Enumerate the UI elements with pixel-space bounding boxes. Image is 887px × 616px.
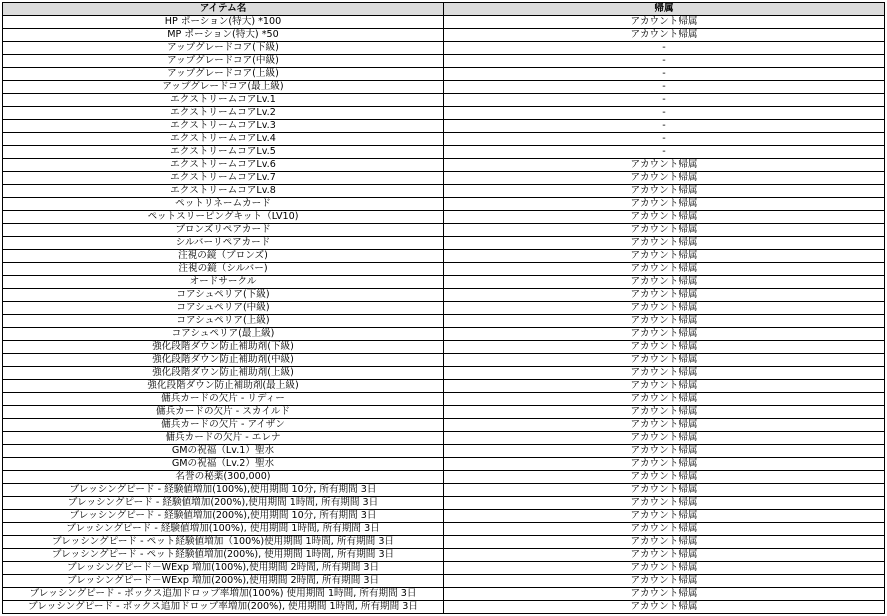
binding-cell: アカウント帰属 [444,367,885,380]
table-row [3,263,885,276]
table-row [3,380,885,393]
table-row [3,16,885,29]
table-row [3,328,885,341]
table-row [3,42,885,55]
binding-cell: アカウント帰属 [444,458,885,471]
item-name-cell: 強化段階ダウン防止補助剤(最上級) [3,380,444,393]
item-name-cell: 傭兵カードの欠片 - エレナ [3,432,444,445]
table-row [3,237,885,250]
binding-cell: アカウント帰属 [444,341,885,354]
item-name-cell: ブレッシングピード - ペット経験値増加(200%), 使用期間 1時間, 所有期間 3日 [3,549,444,562]
item-name-cell: ブレッシングピード－WExp 増加(200%),使用期間 2時間, 所有期間 3日 [3,575,444,588]
binding-cell: アカウント帰属 [444,380,885,393]
table-row [3,471,885,484]
binding-cell: - [444,42,885,55]
binding-cell: アカウント帰属 [444,263,885,276]
item-name-cell: 注視の鏡（ブロンズ) [3,250,444,263]
binding-cell: アカウント帰属 [444,497,885,510]
item-name-cell: 強化段階ダウン防止補助剤(上級) [3,367,444,380]
table-row [3,224,885,237]
table-row [3,588,885,601]
table-row [3,302,885,315]
table-row [3,172,885,185]
binding-cell: アカウント帰属 [444,484,885,497]
binding-cell: - [444,107,885,120]
item-name-cell: ペットリネームカード [3,198,444,211]
binding-cell: - [444,120,885,133]
table-row [3,484,885,497]
table-row [3,289,885,302]
table-row [3,458,885,471]
column-header-binding: 帰属 [444,3,885,16]
table-row [3,523,885,536]
binding-cell: アカウント帰属 [444,16,885,29]
table-row [3,432,885,445]
binding-cell: アカウント帰属 [444,393,885,406]
binding-cell: アカウント帰属 [444,328,885,341]
item-name-cell: HP ポーション(特大) *100 [3,16,444,29]
binding-cell: - [444,81,885,94]
item-name-cell: エクストリームコアLv.6 [3,159,444,172]
item-name-cell: GMの祝福（Lv.1）聖水 [3,445,444,458]
item-name-cell: 強化段階ダウン防止補助剤(下級) [3,341,444,354]
binding-cell: アカウント帰属 [444,211,885,224]
binding-cell: アカウント帰属 [444,250,885,263]
item-name-cell: コアシュペリア(上級) [3,315,444,328]
item-name-cell: シルバーリペアカード [3,237,444,250]
table-row [3,107,885,120]
table-row [3,536,885,549]
table-row [3,549,885,562]
binding-cell: - [444,68,885,81]
binding-cell: - [444,133,885,146]
item-name-cell: ブレッシングピード - 経験値増加(200%),使用期間 10分, 所有期間 3日 [3,510,444,523]
item-name-cell: コアシュペリア(下級) [3,289,444,302]
item-name-cell: ブレッシングピード - 経験値増加(100%), 使用期間 1時間, 所有期間 3日 [3,523,444,536]
binding-cell: アカウント帰属 [444,172,885,185]
item-name-cell: エクストリームコアLv.3 [3,120,444,133]
binding-cell: アカウント帰属 [444,419,885,432]
table-row [3,354,885,367]
table-row [3,575,885,588]
binding-cell: アカウント帰属 [444,536,885,549]
item-name-cell: コアシュペリア(最上級) [3,328,444,341]
binding-cell: アカウント帰属 [444,601,885,614]
binding-cell: アカウント帰属 [444,237,885,250]
binding-cell: - [444,55,885,68]
table-row [3,159,885,172]
table-row [3,81,885,94]
item-name-cell: ブレッシングピード－WExp 増加(100%),使用期間 2時間, 所有期間 3日 [3,562,444,575]
item-name-cell: 傭兵カードの欠片 - スカイルド [3,406,444,419]
item-name-cell: ブレッシングピード - 経験値増加(100%),使用期間 10分, 所有期間 3日 [3,484,444,497]
item-name-cell: ペットスリーピングキット（LV10) [3,211,444,224]
binding-cell: アカウント帰属 [444,549,885,562]
table-row [3,393,885,406]
table-row [3,406,885,419]
binding-cell: アカウント帰属 [444,523,885,536]
table-row [3,250,885,263]
binding-cell: アカウント帰属 [444,276,885,289]
item-name-cell: エクストリームコアLv.5 [3,146,444,159]
item-name-cell: ブロンズリペアカード [3,224,444,237]
table-row [3,94,885,107]
binding-cell: アカウント帰属 [444,29,885,42]
binding-cell: アカウント帰属 [444,315,885,328]
binding-cell: アカウント帰属 [444,185,885,198]
table-row [3,315,885,328]
item-name-cell: エクストリームコアLv.2 [3,107,444,120]
table-body [3,16,885,614]
item-table [2,2,885,614]
table-row [3,198,885,211]
item-name-cell: エクストリームコアLv.4 [3,133,444,146]
binding-cell: - [444,146,885,159]
item-name-cell: アップグレードコア(上級) [3,68,444,81]
table-row [3,562,885,575]
table-row [3,55,885,68]
table-row [3,419,885,432]
item-name-cell: エクストリームコアLv.8 [3,185,444,198]
item-name-cell: ブレッシングピード - 経験値増加(200%),使用期間 1時間, 所有期間 3日 [3,497,444,510]
item-name-cell: ブレッシングピード - ボックス追加ドロップ率増加(200%), 使用期間 1時間, 所有期間 3日 [3,601,444,614]
item-name-cell: 名誉の秘薬(300,000) [3,471,444,484]
item-name-cell: コアシュペリア(中級) [3,302,444,315]
table-row [3,133,885,146]
item-name-cell: ブレッシングピード - ボックス追加ドロップ率増加(100%) 使用期間 1時間, 所有期間 3日 [3,588,444,601]
binding-cell: アカウント帰属 [444,198,885,211]
binding-cell: アカウント帰属 [444,354,885,367]
table-row [3,445,885,458]
table-row [3,510,885,523]
binding-cell: アカウント帰属 [444,445,885,458]
binding-cell: アカウント帰属 [444,510,885,523]
item-name-cell: アップグレードコア(下級) [3,42,444,55]
binding-cell: アカウント帰属 [444,471,885,484]
item-table-container [2,2,884,614]
table-row [3,29,885,42]
table-row [3,276,885,289]
table-row [3,68,885,81]
binding-cell: アカウント帰属 [444,159,885,172]
binding-cell: アカウント帰属 [444,289,885,302]
table-row [3,601,885,614]
binding-cell: アカウント帰属 [444,575,885,588]
binding-cell: - [444,94,885,107]
header-row [3,3,885,16]
binding-cell: アカウント帰属 [444,224,885,237]
binding-cell: アカウント帰属 [444,562,885,575]
item-name-cell: エクストリームコアLv.1 [3,94,444,107]
table-row [3,146,885,159]
item-name-cell: エクストリームコアLv.7 [3,172,444,185]
item-name-cell: オードサークル [3,276,444,289]
item-name-cell: ブレッシングピード - ペット経験値増加（100%)使用期間 1時間, 所有期間 3日 [3,536,444,549]
table-row [3,185,885,198]
item-name-cell: アップグレードコア(中級) [3,55,444,68]
table-row [3,120,885,133]
binding-cell: アカウント帰属 [444,588,885,601]
column-header-item-name: アイテム名 [3,3,444,16]
table-row [3,497,885,510]
item-name-cell: 傭兵カードの欠片 - リディー [3,393,444,406]
table-row [3,341,885,354]
table-row [3,367,885,380]
binding-cell: アカウント帰属 [444,432,885,445]
item-name-cell: 注視の鏡（シルバー) [3,263,444,276]
item-name-cell: アップグレードコア(最上級) [3,81,444,94]
item-name-cell: MP ポーション(特大) *50 [3,29,444,42]
table-row [3,211,885,224]
binding-cell: アカウント帰属 [444,406,885,419]
binding-cell: アカウント帰属 [444,302,885,315]
item-name-cell: 傭兵カードの欠片 - アイザン [3,419,444,432]
item-name-cell: GMの祝福（Lv.2）聖水 [3,458,444,471]
item-name-cell: 強化段階ダウン防止補助剤(中級) [3,354,444,367]
